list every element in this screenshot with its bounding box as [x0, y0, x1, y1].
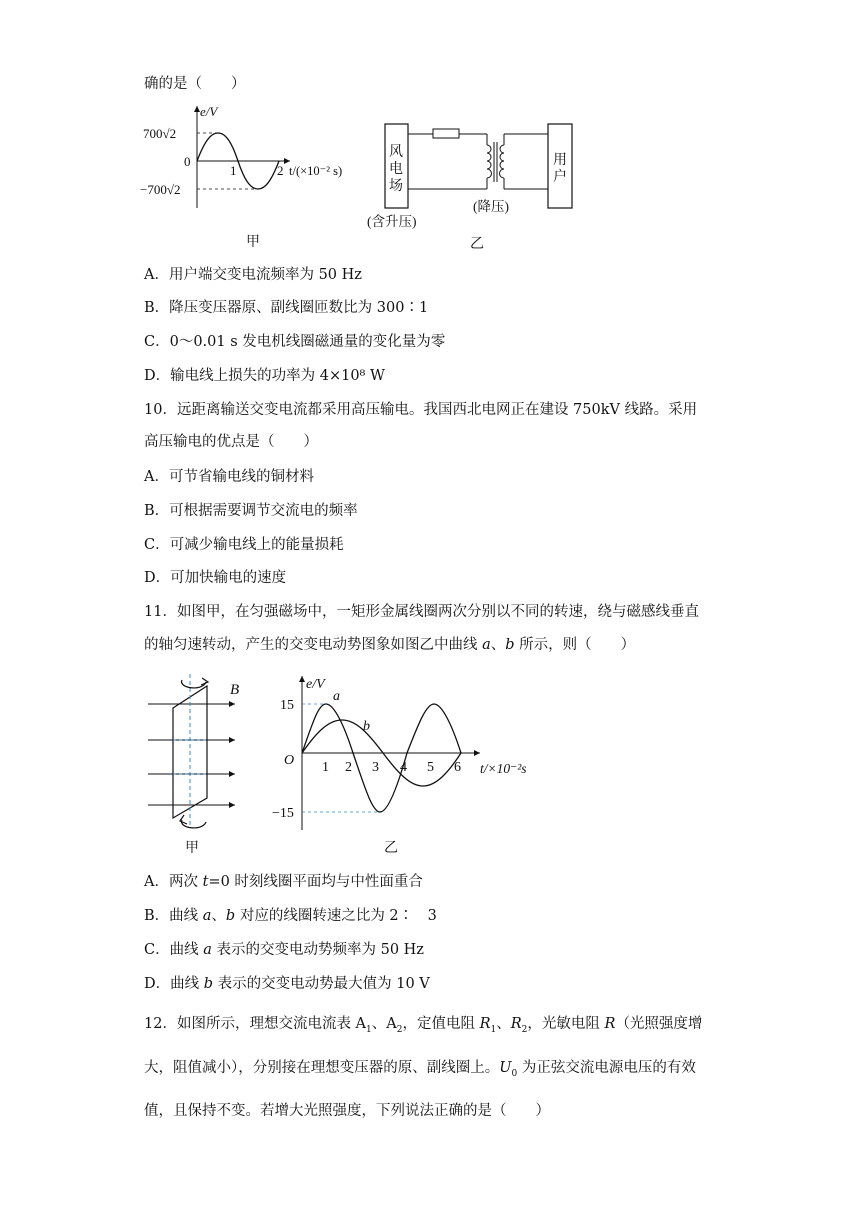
q11-yi-x-label: t/×10⁻²s [480, 761, 527, 776]
q11-stem-line-1: 11．如图甲，在匀强磁场中，一矩形金属线圈两次分别以不同的转速，绕与磁感线垂直 [144, 604, 699, 620]
q11-option-d: D．曲线 b 表示的交变电动势最大值为 10 V [144, 976, 430, 992]
q9-jia-tick-neg: −700√2 [140, 182, 181, 197]
x-tick-3: 3 [372, 760, 379, 775]
q10-option-a: A．可节省输电线的铜材料 [144, 469, 314, 485]
q11-option-b: B．曲线 a、b 对应的线圈转速之比为 2∶ 3 [144, 908, 437, 924]
q9-option-d: D．输电线上损失的功率为 4×10⁸ W [144, 368, 385, 384]
secondary-coil [500, 145, 505, 178]
q9-figure-jia [140, 98, 380, 258]
x-tick-6: 6 [454, 760, 461, 775]
q9-jia-y-label: e/V [200, 104, 218, 119]
q11-stem-line-2: 的轴匀速转动，产生的交变电动势图象如图乙中曲线 a、b 所示，则（ ） [144, 637, 636, 653]
x-tick-1: 1 [322, 760, 329, 775]
q10-stem-line-1: 10．远距离输送交变电流都采用高压输电。我国西北电网正在建设 750kV 线路。采用 [144, 402, 698, 418]
q10-option-b: B．可根据需要调节交流电的频率 [144, 503, 358, 519]
q11-option-a: A．两次 t=0 时刻线圈平面均与中性面重合 [144, 874, 423, 890]
q9-jia-x-tick-2: 2 [277, 163, 284, 178]
q9-stem-tail: 确的是（ ） [144, 76, 246, 92]
x-tick-5: 5 [427, 760, 434, 775]
q11-yi-tick-neg: −15 [272, 806, 294, 821]
q10-option-c: C．可减少输电线上的能量损耗 [144, 537, 344, 553]
q10-stem-line-2: 高压输电的优点是（ ） [144, 434, 318, 450]
q9-jia-x-tick-1: 1 [230, 163, 237, 178]
user-label-2: 户 [553, 170, 567, 185]
rotation-arrow-bottom-icon [182, 820, 206, 828]
field-label: B [230, 682, 240, 698]
q11-figure-yi [272, 670, 537, 860]
q9-option-b: B．降压变压器原、副线圈匝数比为 300∶1 [144, 300, 429, 316]
wind-farm-label-1: 风 [389, 145, 403, 160]
q12-stem-line-3: 值，且保持不变。若增大光照强度，下列说法正确的是（ ） [144, 1103, 550, 1119]
curve-b-label: b [363, 719, 370, 734]
q11-jia-caption: 甲 [185, 841, 199, 856]
q9-jia-caption: 甲 [246, 235, 260, 250]
q9-jia-tick-zero: 0 [184, 154, 191, 169]
q9-jia-x-label: t/(×10⁻² s) [289, 164, 343, 178]
q11-yi-y-label: e/V [306, 677, 325, 692]
q11-yi-caption: 乙 [384, 841, 398, 856]
q12-stem-line-1: 12．如图所示，理想交流电流表 $A_1$、$A_2$，定值电阻 $R_1$、$R_2$，光敏电阻 R（光照强度增 [144, 1016, 703, 1035]
q11-figure-jia [140, 670, 260, 860]
x-tick-2: 2 [345, 760, 352, 775]
x-tick-4: 4 [400, 760, 407, 775]
line-resistor [433, 129, 459, 138]
q11-yi-tick-pos: 15 [280, 698, 294, 713]
q9-option-a: A．用户端交变电流频率为 50 Hz [144, 267, 362, 283]
wind-farm-label-2: 电 [389, 162, 403, 177]
q11-option-c: C．曲线 a 表示的交变电动势频率为 50 Hz [144, 942, 424, 958]
q12-stem-line-2: 大，阻值减小），分别接在理想变压器的原、副线圈上。$U_0$ 为正弦交流电源电压的有效 [144, 1060, 696, 1079]
q9-figure-yi [365, 118, 580, 253]
q9-option-c: C．0～0.01 s 发电机线圈磁通量的变化量为零 [144, 334, 446, 350]
curve-a-label: a [333, 689, 340, 704]
transformer-note: (降压) [473, 199, 509, 214]
q9-yi-caption: 乙 [470, 237, 484, 252]
source-note: (含升压) [367, 214, 417, 229]
q11-yi-origin: O [284, 753, 295, 768]
primary-coil [487, 145, 492, 178]
curve-a [302, 704, 461, 812]
q9-jia-tick-pos: 700√2 [143, 126, 177, 141]
wind-farm-label-3: 场 [389, 179, 403, 194]
user-label-1: 用 [553, 153, 567, 168]
q10-option-d: D．可加快输电的速度 [144, 570, 287, 586]
